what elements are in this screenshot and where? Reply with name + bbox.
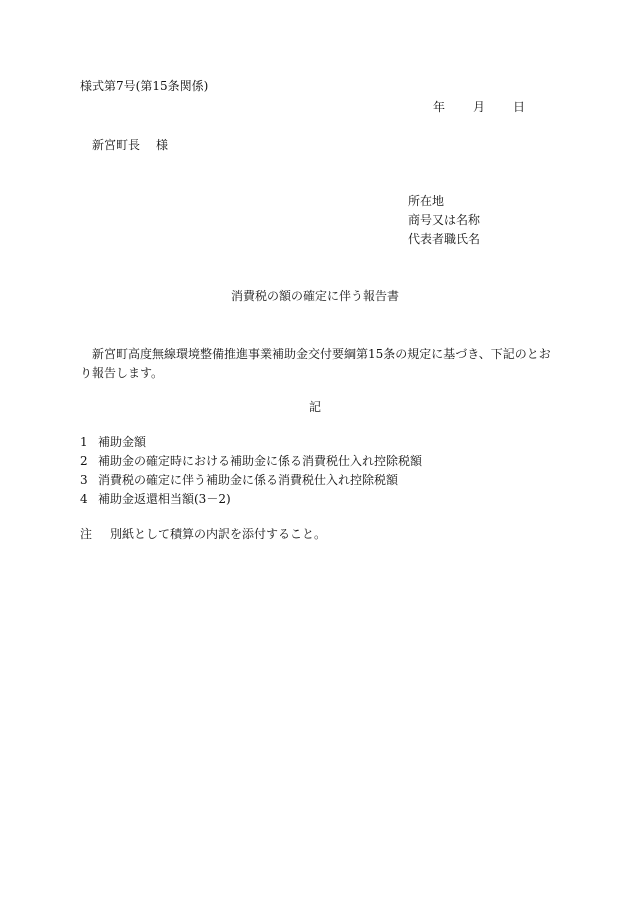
list-item-number: 1 <box>80 435 88 449</box>
sender-field-address: 所在地 <box>408 194 445 208</box>
list-item-text: 消費税の確定に伴う補助金に係る消費税仕入れ控除税額 <box>98 473 399 487</box>
sender-field-representative: 代表者職氏名 <box>408 232 481 246</box>
list-item-number: 3 <box>80 473 88 487</box>
date-month-label: 月 <box>473 100 486 114</box>
body-paragraph: 新宮町高度無線環境整備推進事業補助金交付要綱第15条の規定に基づき、下記のとおり報告します。 <box>80 347 551 380</box>
list-item <box>80 493 231 505</box>
addressee-name: 新宮町長 <box>92 138 141 152</box>
list-item <box>80 474 398 486</box>
note <box>80 528 326 540</box>
list-item-number: 2 <box>80 454 88 468</box>
ki-heading: 記 <box>308 400 321 414</box>
addressee <box>92 139 168 151</box>
document-title: 消費税の額の確定に伴う報告書 <box>230 289 399 303</box>
list-item-number: 4 <box>80 492 88 506</box>
date-day-label: 日 <box>513 100 526 114</box>
sender-field-company-name: 商号又は名称 <box>408 213 481 227</box>
date-year-label: 年 <box>433 100 446 114</box>
list-item <box>80 436 146 448</box>
list-item-text: 補助金返還相当額(3－2) <box>98 492 231 506</box>
form-number: 様式第7号(第15条関係) <box>80 79 209 93</box>
note-text: 別紙として積算の内訳を添付すること。 <box>110 527 327 541</box>
list-item-text: 補助金額 <box>98 435 147 449</box>
list-item <box>80 455 422 467</box>
note-label: 注 <box>80 527 93 541</box>
list-item-text: 補助金の確定時における補助金に係る消費税仕入れ控除税額 <box>98 454 423 468</box>
addressee-honorific: 様 <box>156 138 169 152</box>
date-line <box>433 101 525 113</box>
